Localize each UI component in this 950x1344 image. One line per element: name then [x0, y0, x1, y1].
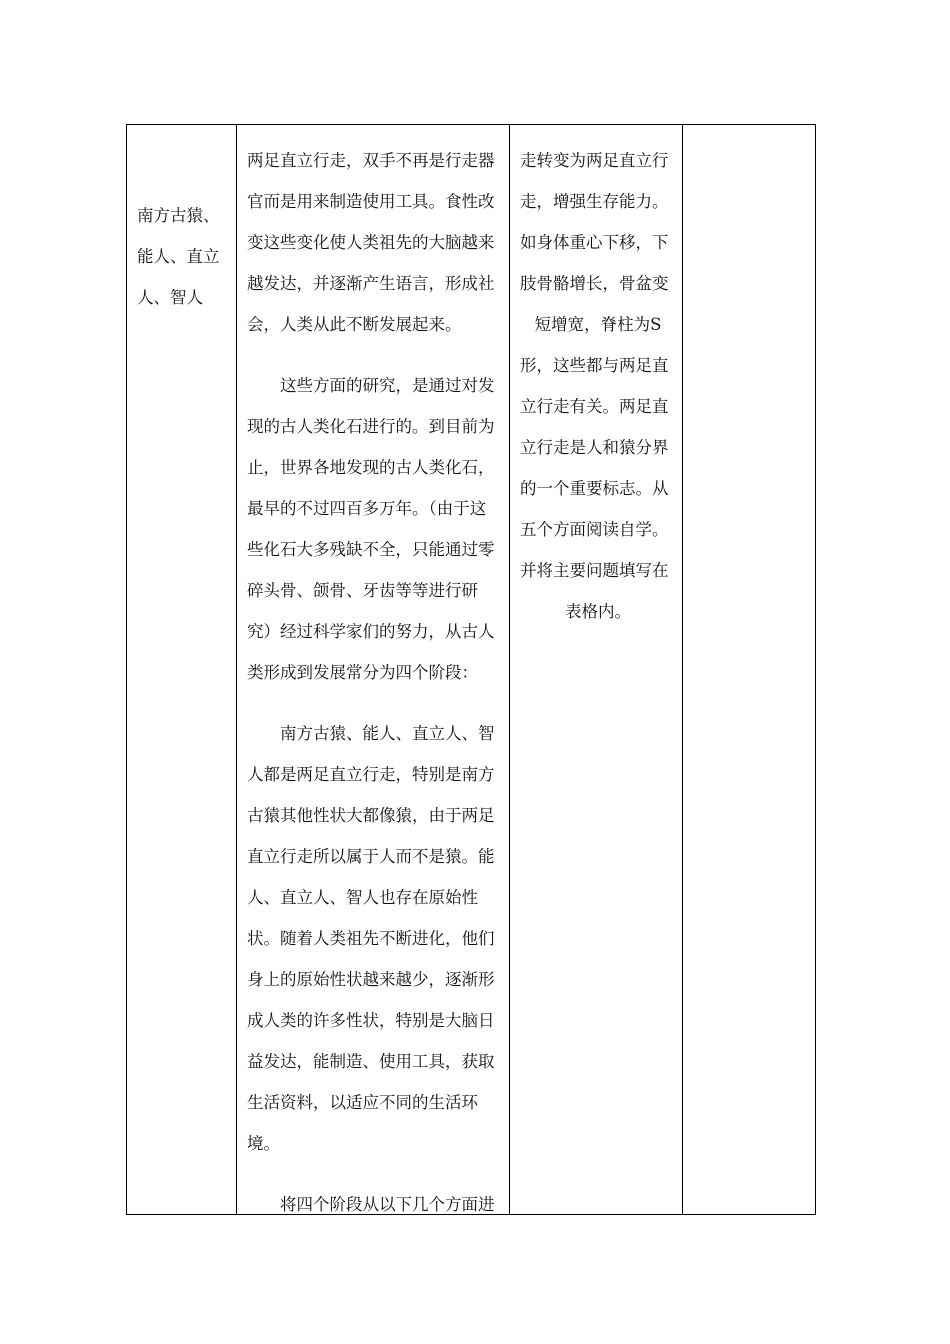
text-line: 短增宽，脊柱为S — [534, 315, 662, 334]
text-line: 并将主要问题填写在 — [520, 561, 669, 580]
text-line: 表格内。 — [565, 602, 631, 621]
text-line: 成人类的许多性状，特别是大脑日 — [247, 1011, 495, 1030]
text-line: 人、智人 — [137, 288, 203, 307]
text-line: 走，增强生存能力。 — [520, 192, 669, 211]
text-line: 直立行走所以属于人而不是猿。能 — [247, 847, 495, 866]
text-line: 官而是用来制造使用工具。食性改 — [247, 192, 495, 211]
text-line: 古猿其他性状大都像猿，由于两足 — [247, 806, 495, 825]
text-line: 碎头骨、颌骨、牙齿等等进行研 — [247, 581, 478, 600]
text-line: 会，人类从此不断发展起来。 — [247, 315, 462, 334]
student-activity-column — [510, 125, 683, 1214]
text-line: 立行走有关。两足直 — [520, 397, 669, 416]
stage-column — [127, 125, 237, 1214]
text-line: 这些方面的研究，是通过对发 — [280, 376, 495, 395]
text-line: 变这些变化使人类祖先的大脑越来 — [247, 233, 495, 252]
text-line: 越发达，并逐渐产生语言，形成社 — [247, 274, 495, 293]
text-line: 些化石大多残缺不全，只能通过零 — [247, 540, 495, 559]
text-line: 五个方面阅读自学。 — [520, 520, 669, 539]
text-line: 究）经过科学家们的努力，从古人 — [247, 622, 495, 641]
notes-column — [683, 125, 817, 1214]
text-line: 能人、直立 — [137, 247, 220, 266]
stage-names — [137, 195, 220, 318]
text-line: 状。随着人类祖先不断进化，他们 — [247, 929, 495, 948]
text-line: 两足直立行走，双手不再是行走器 — [247, 151, 495, 170]
text-line: 南方古猿、能人、直立人、智 — [280, 724, 495, 743]
text-line: 人都是两足直立行走，特别是南方 — [247, 765, 495, 784]
text-line: 将四个阶段从以下几个方面进 — [280, 1195, 495, 1214]
text-line: 南方古猿、 — [137, 206, 220, 225]
text-line: 境。 — [247, 1134, 280, 1153]
lesson-table — [126, 124, 816, 1215]
text-line: 形，这些都与两足直 — [520, 356, 669, 375]
teacher-content-column — [237, 125, 510, 1214]
text-line: 肢骨骼增长，骨盆变 — [520, 274, 669, 293]
text-line: 身上的原始性状越来越少，逐渐形 — [247, 970, 495, 989]
text-line: 益发达，能制造、使用工具，获取 — [247, 1052, 495, 1071]
activity-text — [520, 140, 676, 632]
content-text — [247, 140, 503, 1225]
text-line: 人、直立人、智人也存在原始性 — [247, 888, 478, 907]
text-line: 走转变为两足直立行 — [520, 151, 669, 170]
text-line: 立行走是人和猿分界 — [520, 438, 669, 457]
text-line: 如身体重心下移，下 — [520, 233, 669, 252]
text-line: 最早的不过四百多万年。（由于这 — [247, 499, 487, 518]
text-line: 生活资料，以适应不同的生活环 — [247, 1093, 478, 1112]
text-line: 的一个重要标志。从 — [520, 479, 669, 498]
text-line: 止，世界各地发现的古人类化石， — [247, 458, 495, 477]
text-line: 现的古人类化石进行的。到目前为 — [247, 417, 495, 436]
text-line: 类形成到发展常分为四个阶段： — [247, 663, 478, 682]
